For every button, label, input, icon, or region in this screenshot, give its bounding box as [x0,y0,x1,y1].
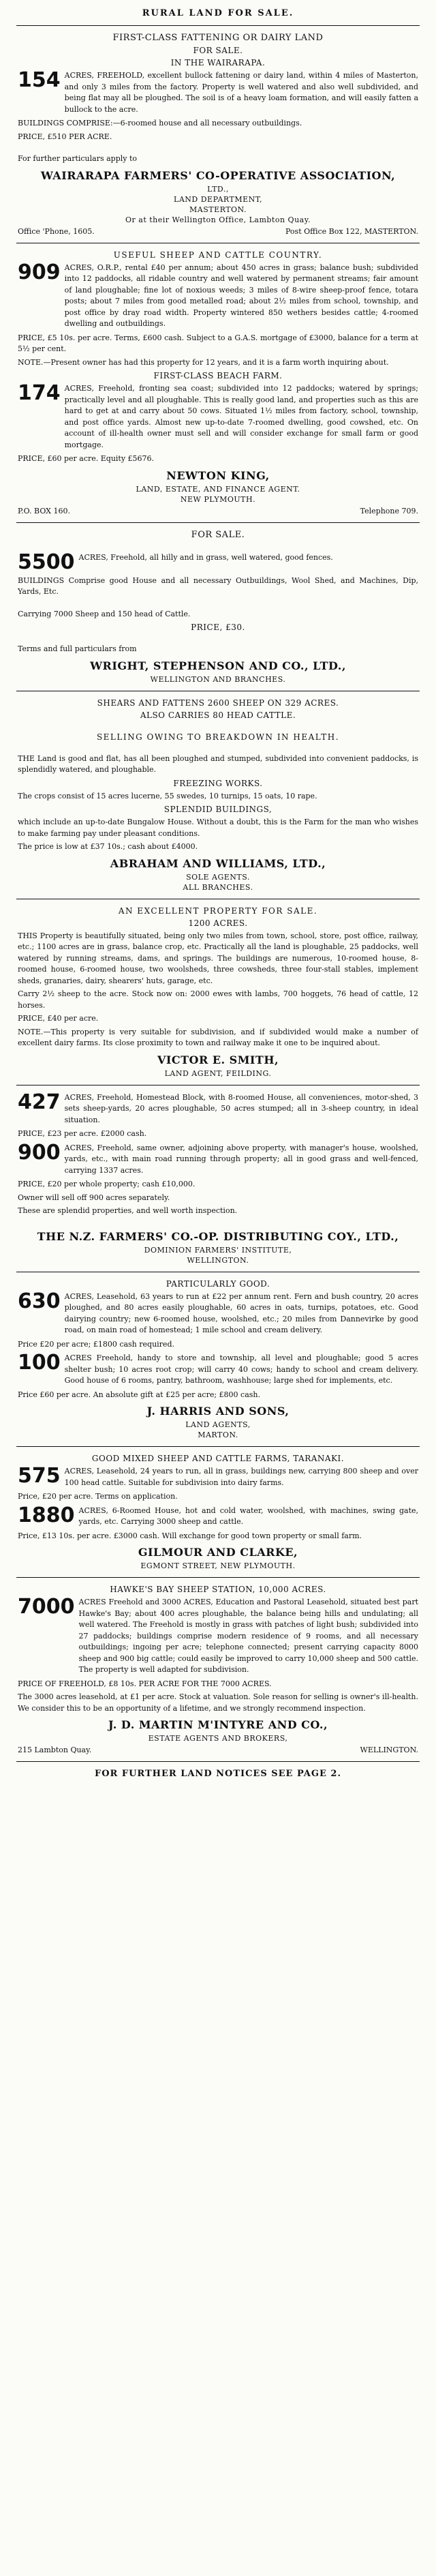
listing-text: ACRES, Freehold, fronting sea coast; subdivided into 12 paddocks; watered by springs; practically level and all ploughable. This is really good land, and properties such as this are hard to get at and carry about 50 cows. Situated 1½ miles from factory, school, township, and post office yards. Almost new up-to-date 7-roomed dwelling, good cowshed, etc. On account of ill-health owner must sell and will consider exchange for small farm or good mortgage. [64,384,418,449]
price: The price is low at £37 10s.; cash about £4000. [18,842,198,851]
acre-number: 174 [18,381,61,405]
ad-gilmour-clarke [16,1454,420,1570]
ad-nz-farmers [16,1092,420,1265]
ad-subtitle: FREEZING WORKS. [173,778,263,788]
ad-subtitle: FOR SALE. [193,46,243,55]
agent-name: NEWTON KING, [166,468,270,482]
ad-title: AN EXCELLENT PROPERTY FOR SALE. [118,905,318,916]
listing [18,1597,418,1676]
agent-name: J. D. MARTIN M'INTYRE AND CO., [108,1718,328,1731]
price: Price, £13 10s. per acre. £3000 cash. Will exchange for good town property or small farm. [18,1531,362,1540]
price: PRICE, £60 per acre. Equity £5676. [18,454,155,463]
listing [18,1353,418,1387]
page-header: RURAL LAND FOR SALE. [142,8,294,18]
divider [16,1446,420,1447]
ad-title: FOR SALE. [191,529,245,540]
ad-title: HAWKE'S BAY SHEEP STATION, 10,000 ACRES. [110,1585,326,1594]
ad-subtitle: SPLENDID BUILDINGS, [164,805,272,814]
listing [18,383,418,451]
acre-number: 1880 [18,1503,75,1527]
agent-sub: DOMINION FARMERS' INSTITUTE, [144,1245,292,1255]
ad-title: SHEARS AND FATTENS 2600 SHEEP ON 329 ACRES. [97,698,339,708]
acre-number: 427 [18,1090,61,1114]
divider [16,25,420,26]
branches: ALL BRANCHES. [183,882,253,892]
listing-text: ACRES, 6-Roomed House, hot and cold water, woolshed, with machines, swing gate, yards, etc. Carrying 3000 sheep and cattle. [78,1506,418,1526]
ad-wright-stephenson [16,530,420,684]
buildings-text: which include an up-to-date Bungalow House. Without a doubt, this is the Farm for the man who wishes to make farming pay under pleasant conditions. [18,818,418,838]
ad-victor-smith [16,906,420,1078]
department: LAND DEPARTMENT, [174,194,262,204]
ad-title: USEFUL SHEEP AND CATTLE COUNTRY. [113,250,323,260]
listing-text: ACRES, Leasehold, 24 years to run, all in grass, buildings new, carrying 800 sheep and over 100 head cattle. Suitable for subdivision into dairy farms. [64,1467,418,1487]
price: PRICE, £40 per acre. [18,1014,99,1023]
agent-sub: EGMONT STREET, NEW PLYMOUTH. [140,1561,296,1570]
price: PRICE, £5 10s. per acre. Terms, £600 cash. Subject to a G.A.S. mortgage of £3000, balance for a term at 5½ per cent. [18,333,418,353]
agent-name: ABRAHAM AND WILLIAMS, LTD., [110,856,326,870]
price: PRICE, £510 PER ACRE. [18,132,112,141]
listing-text: ACRES, Freehold, all hilly and in grass, well watered, good fences. [78,552,333,562]
listing-text: ACRES, Leasehold, 63 years to run at £22 per annum rent. Fern and bush country, 20 acres ploughed, and 80 acres easily ploughable, 60 acres in oats, turnips, potatoes, etc. Good dairying country; new 6-roomed house, woolshed, etc.; 20 miles from Dannevirke by good road, on main road of homestead; 1 mile school and cream delivery. [64,1291,418,1334]
acre-number: 5500 [18,550,75,574]
town: MARTON. [198,1431,238,1439]
ad-newton-king [16,250,420,515]
street-address: 215 Lambton Quay. [18,1746,92,1754]
crops-text: The crops consist of 15 acres lucerne, 55 swedes, 10 turnips, 15 oats, 10 rape. [18,791,317,800]
listing-text: ACRES Freehold and 3000 ACRES, Education and Pastoral Leasehold, situated best part Hawke's Bay; about 400 acres ploughable, the balance being hills and undulating; all well watered. The Freehold is mostly in grass with patches of light bush; subdivided into 27 paddocks; buildings comprise modern residence of 9 rooms, and all necessary outbuildings; ingoing per acre; telephone connected; present carrying capacity 8000 sheep and 900 big cattle; could easily be improved to carry 10,000 sheep and 500 cattle. The property is well adapted for subdivision. [78,1598,418,1674]
note: NOTE.—This property is very suitable for subdivision, and if subdivided would make a number of excellent dairy farms. Its close proximity to town and railway make it one to be inquired about. [18,1027,418,1047]
note: NOTE.—Present owner has had this property for 12 years, and it is a farm worth inquiring about. [18,357,389,367]
office-text: Or at their Wellington Office, Lambton Quay. [125,215,311,224]
acre-number: 909 [18,260,61,284]
agent-name: J. HARRIS AND SONS, [146,1405,290,1418]
contact-row [18,507,418,515]
listing-text: ACRES, Freehold, same owner, adjoining above property, with manager's house, woolshed, yards, etc., with main road running through property; all in good grass and well-fenced, carrying 1337 acres. [64,1143,418,1175]
town: WELLINGTON. [360,1746,418,1754]
ad-title: FIRST-CLASS FATTENING OR DAIRY LAND [112,33,324,43]
listing [18,1092,418,1126]
ad-subtitle: FIRST-CLASS BEACH FARM. [153,371,283,380]
divider [16,522,420,523]
po-box: P.O. BOX 160. [18,506,70,515]
listing [18,1466,418,1488]
note: Owner will sell off 900 acres separately. [18,1193,170,1202]
carry-text: Carrying 7000 Sheep and 150 head of Cattle. [18,609,191,618]
price: PRICE OF FREEHOLD, £8 10s. PER ACRE FOR THE 7000 ACRES. [18,1679,272,1688]
carry-text: Carry 2½ sheep to the acre. Stock now on: 2000 ewes with lambs, 700 hoggets, 76 head of cattle, 12 horses. [18,989,418,1010]
contact-row [18,227,418,236]
agent-name: THE N.Z. FARMERS' CO.-OP. DISTRIBUTING COY., LTD., [37,1229,399,1243]
buildings-text: BUILDINGS COMPRISE:—6-roomed house and all necessary outbuildings. [18,119,302,128]
listing [18,1140,418,1177]
po-box: Post Office Box 122, MASTERTON. [285,226,418,236]
agent-ltd: LTD., [207,184,229,194]
phone: Office 'Phone, 1605. [18,226,95,236]
agent-sub: LAND AGENTS, [185,1420,251,1429]
agent-sub: WELLINGTON AND BRANCHES. [150,674,286,684]
ad-wairarapa [16,33,420,236]
agent-name: VICTOR E. SMITH, [157,1053,279,1066]
ad-reason: SELLING OWING TO BREAKDOWN IN HEALTH. [96,732,340,742]
acre-number: 100 [18,1351,61,1375]
town: MASTERTON. [189,205,247,214]
agent-name: GILMOUR AND CLARKE, [138,1546,298,1559]
lease-text: The 3000 acres leasehold, at £1 per acre. Stock at valuation. Sole reason for selling is owner's ill-health. We consider this to be an opportunity of a lifetime, and we strongly recommend inspection. [18,1692,418,1713]
price: Price £20 per acre; £1800 cash required. [18,1339,174,1349]
listing-text: THIS Property is beautifully situated, being only two miles from town, school, store, post office, railway, etc.; 1100 acres are in grass, balance crop, etc. Practically all the land is ploughable, 25 paddocks, well watered by running streams, dams, and springs. The buildings are numerous, 10-roomed house, 8-roomed house, 6-roomed house, two woolsheds, three cowsheds, three four-stall stables, implement sheds, granaries, dairy, shearers' huts, garage, etc. [18,931,418,985]
acre-number: 154 [18,68,61,92]
listing [18,260,418,330]
contact-row [18,1746,418,1754]
divider [16,1761,420,1762]
acre-number: 575 [18,1464,61,1488]
phone: Telephone 709. [360,506,418,515]
ad-title: PARTICULARLY GOOD. [166,1278,270,1289]
ad-harris [16,1279,420,1440]
ad-acres: 1200 ACRES. [188,918,248,928]
listing-text: ACRES Freehold, handy to store and township, all level and ploughable; good 5 acres shelter bush; 10 acres root crop; will carry 40 cows; handy to school and cream delivery. Good house of 6 rooms, pantry, bathroom, washhouse; large shed for implements, etc. [64,1353,418,1385]
price: Price £60 per acre. An absolute gift at £25 per acre; £800 cash. [18,1390,260,1399]
ad-title-2: ALSO CARRIES 80 HEAD CATTLE. [140,710,296,720]
agent-name: WRIGHT, STEPHENSON AND CO., LTD., [90,659,346,672]
listing [18,1291,418,1336]
apply-text: Terms and full particulars from [18,644,137,653]
price: Price, £20 per acre. Terms on application. [18,1492,178,1501]
listing [18,1503,418,1528]
divider [16,1577,420,1578]
acre-number: 630 [18,1289,61,1313]
acre-number: 7000 [18,1595,75,1619]
page-footer: FOR FURTHER LAND NOTICES SEE PAGE 2. [94,1769,341,1779]
price: PRICE, £20 per whole property; cash £10,000. [18,1180,196,1188]
apply-text: For further particulars apply to [18,154,138,163]
listing [18,70,418,115]
agent-sub: LAND AGENT, FEILDING. [164,1068,272,1078]
listing [18,552,418,573]
agent-sub: ESTATE AGENTS AND BROKERS, [148,1734,288,1743]
acre-number: 900 [18,1140,61,1165]
listing-text: THE Land is good and flat, has all been ploughed and stumped, subdivided into convenient paddocks, is splendidly watered, and ploughable. [18,753,418,774]
town: NEW PLYMOUTH. [180,494,256,504]
agent-sub: LAND, ESTATE, AND FINANCE AGENT. [136,484,300,494]
ad-title: GOOD MIXED SHEEP AND CATTLE FARMS, TARANAKI. [91,1454,345,1463]
ad-mintyre [16,1585,420,1754]
listing-text: ACRES, Freehold, Homestead Block, with 8-roomed House, all conveniences, motor-shed, 3 sets sheep-yards, 20 acres ploughable, 50 acres stumped; all in 3-sheep country, in ideal situation. [64,1092,418,1124]
agent-name: WAIRARAPA FARMERS' CO-OPERATIVE ASSOCIATION, [40,168,396,182]
listing-text: ACRES, O.R.P., rental £40 per annum; about 450 acres in grass; balance bush; subdivided into 12 paddocks, all ridable country and well watered by permanent streams; fair amount of land ploughable; fine lot of noxious weeds; 3 miles of 8-wire sheep-proof fence, totara posts; about 7 miles from good metalled road; about 2½ miles from school, township, and post office by dray road width. Property wintered 850 wethers besides cattle; 4-roomed dwelling and outbuildings. [64,263,418,328]
ad-region: IN THE WAIRARAPA. [170,58,266,68]
listing-text: ACRES, FREEHOLD, excellent bullock fattening or dairy land, within 4 miles of Masterton, and only 3 miles from the factory. Property is well watered and also well subdivided, and being flat may all be ploughed. The soil is of a heavy loam formation, and will easily fatten a bullock to the acre. [64,71,418,114]
price: PRICE, £23 per acre. £2000 cash. [18,1129,147,1138]
town: WELLINGTON. [187,1255,249,1265]
buildings-text: BUILDINGS Comprise good House and all necessary Outbuildings, Wool Shed, and Machines, Dip, Yards, Etc. [18,575,418,596]
price: PRICE, £30. [191,623,245,632]
agent-sub: SOLE AGENTS. [186,872,250,882]
footer-text: These are splendid properties, and well worth inspection. [18,1206,238,1215]
ad-abraham-williams [16,698,420,892]
